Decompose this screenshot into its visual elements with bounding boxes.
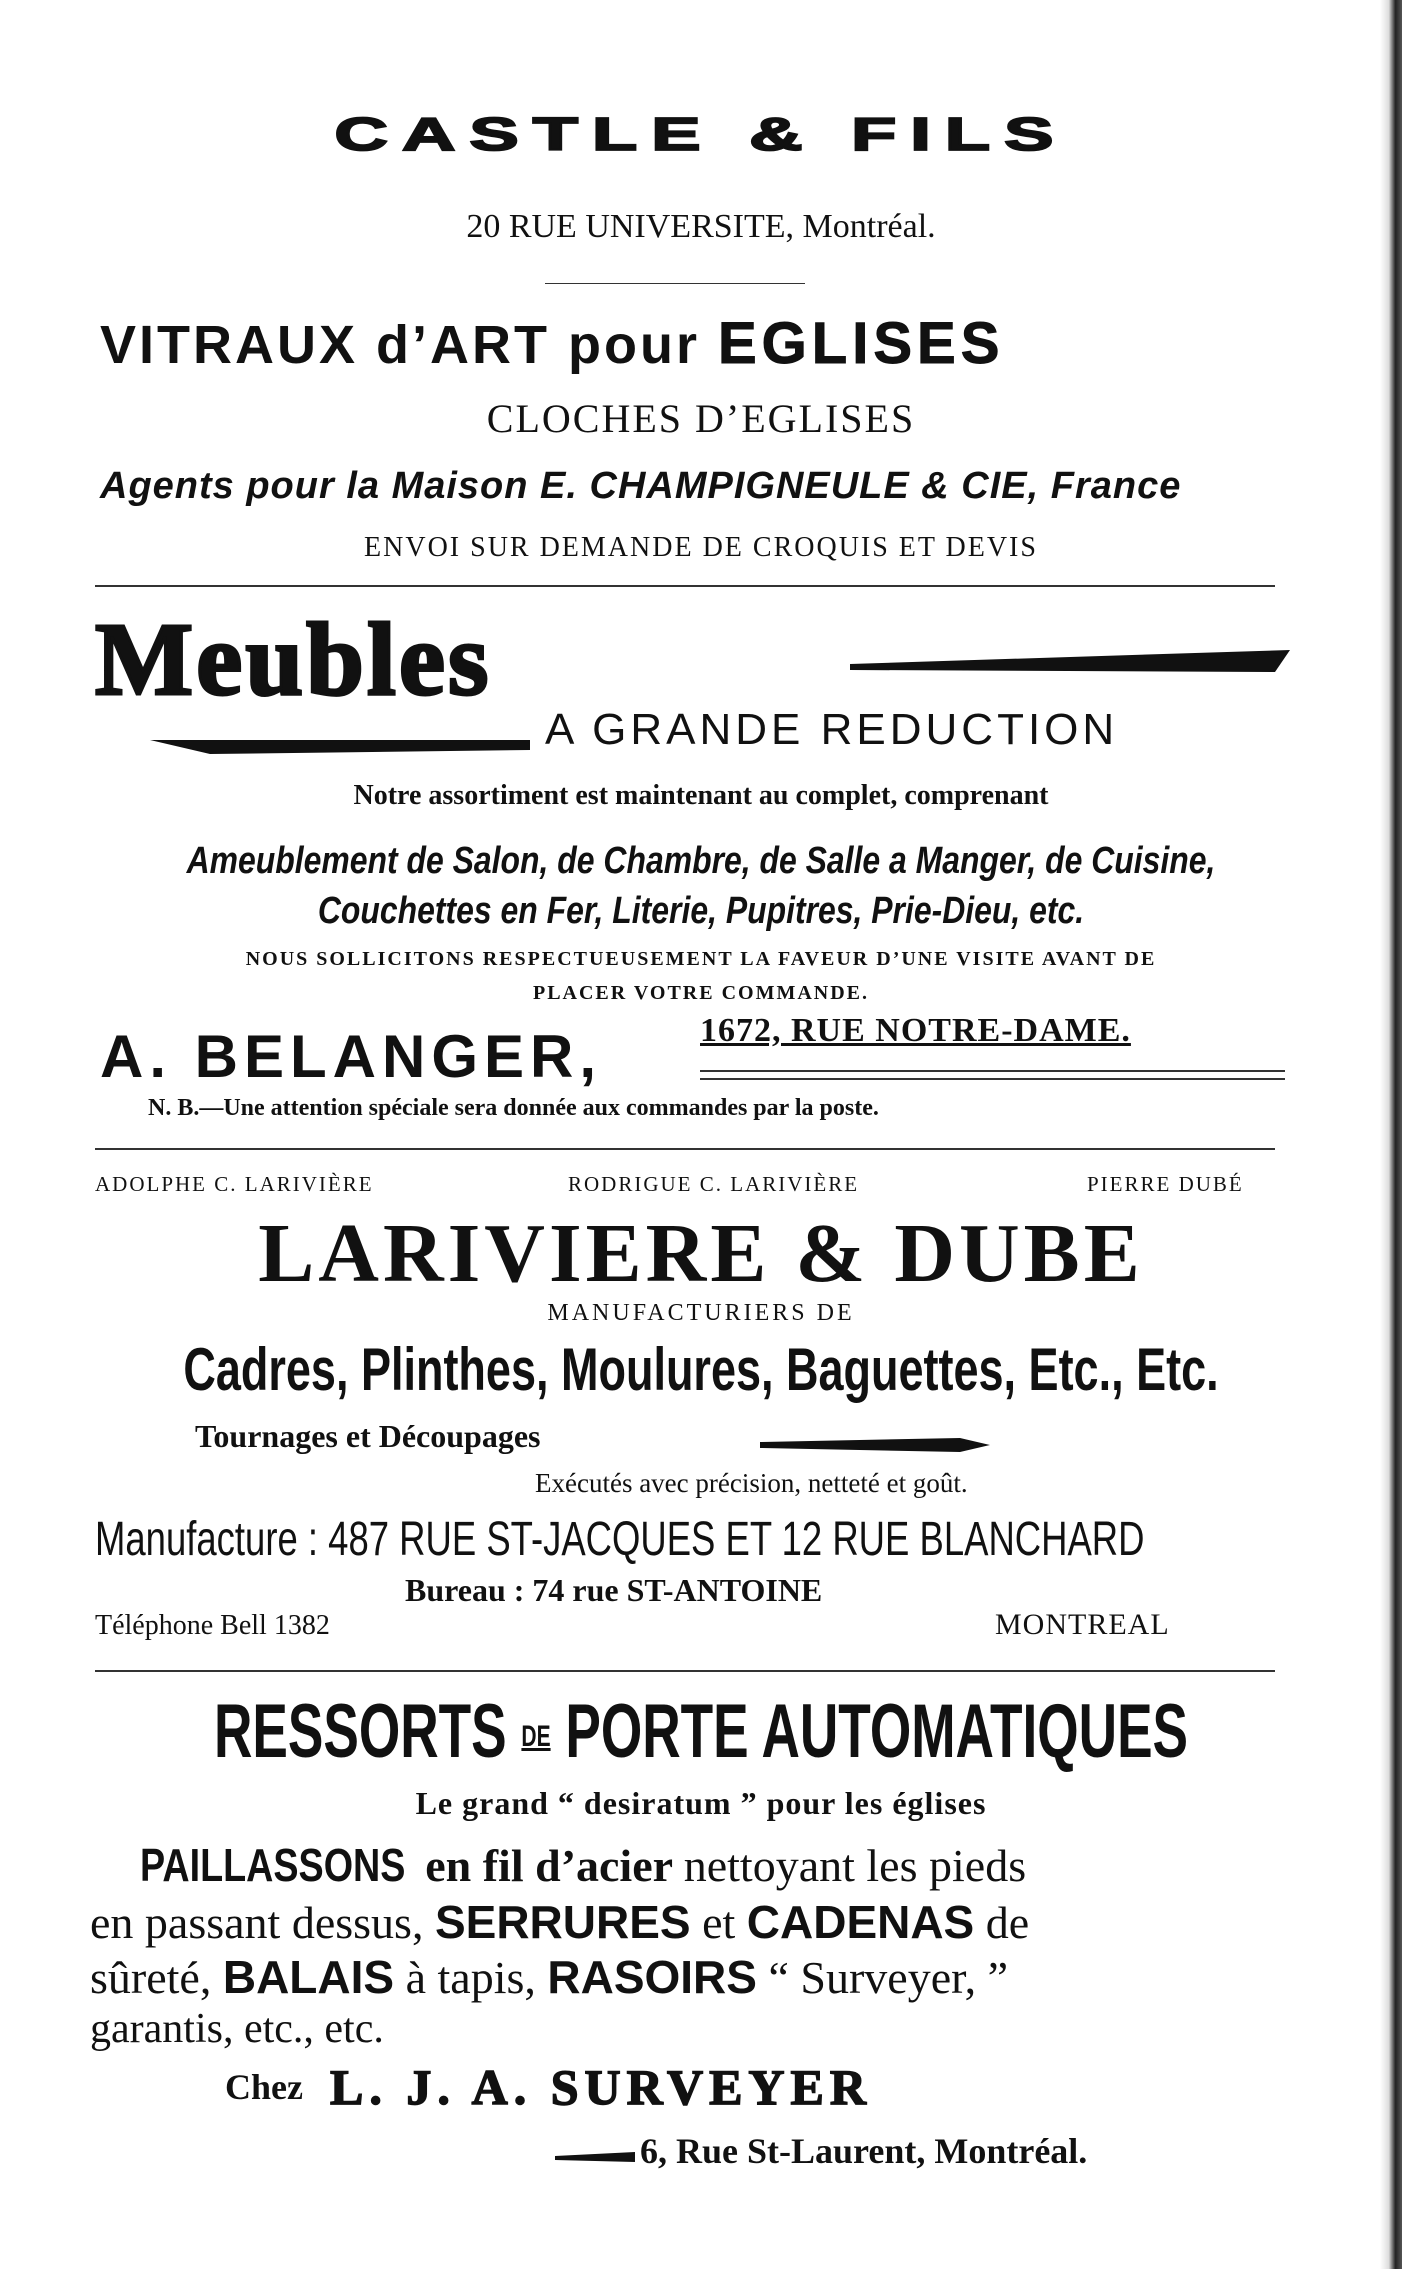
meubles-swash <box>850 650 1290 680</box>
castle-address: 20 RUE UNIVERSITE, Montréal. <box>466 208 936 245</box>
serrures-text: SERRURES <box>434 1896 691 1948</box>
belanger-note: N. B.—Une attention spéciale sera donnée aux commandes par la poste. <box>148 1095 879 1121</box>
surveyer-title-porte: PORTE AUTOMATIQUES <box>565 1689 1189 1774</box>
surveyer-body-line-2 <box>90 1895 1029 1949</box>
meubles-title: Meubles <box>95 602 492 717</box>
belanger-solicit-1: NOUS SOLLICITONS RESPECTUEUSEMENT LA FAVEUR D’UNE VISITE AVANT DE <box>245 948 1157 970</box>
lariviere-manuf: MANUFACTURIERS DE <box>547 1300 855 1326</box>
section-divider-2 <box>95 1148 1275 1150</box>
lariviere-manufacture: Manufacture : 487 RUE ST-JACQUES ET 12 RUE BLANCHARD <box>95 1513 1145 1566</box>
section-divider-1 <box>95 585 1275 587</box>
castle-title: CASTLE & FILS <box>334 108 1068 161</box>
lariviere-products: Cadres, Plinthes, Moulures, Baguettes, Etc., Etc. <box>183 1336 1219 1403</box>
tapis-text: à tapis, <box>394 1952 548 2003</box>
belanger-name: A. BELANGER, <box>100 1023 603 1090</box>
surveyer-body-line-4: garantis, etc., etc. <box>90 2006 384 2052</box>
surveyer-address-swash <box>555 2150 635 2166</box>
surveyer-tagline: Le grand “ desiratum ” pour les églises <box>415 1785 987 1821</box>
surveyer-address: 6, Rue St-Laurent, Montréal. <box>640 2131 1088 2171</box>
lariviere-title: LARIVIERE & DUBE <box>258 1207 1144 1300</box>
belanger-line-1: Ameublement de Salon, de Chambre, de Salle a Manger, de Cuisine, <box>186 840 1216 882</box>
castle-envoi: ENVOI SUR DEMANDE DE CROQUIS ET DEVIS <box>364 532 1038 563</box>
surveyer-name: L. J. A. SURVEYER <box>330 2059 872 2115</box>
surveyer-chez: Chez <box>225 2067 303 2107</box>
castle-headline <box>100 310 1004 377</box>
surveyer-title <box>210 1688 1191 1775</box>
surveyer-body-line-1 <box>140 1838 1026 1892</box>
reduction-swash <box>150 734 530 758</box>
rasoirs-text: RASOIRS <box>547 1951 757 2003</box>
belanger-intro: Notre assortiment est maintenant au complet, comprenant <box>353 780 1049 811</box>
castle-agents: Agents pour la Maison E. CHAMPIGNEULE & CIE, France <box>100 465 1182 507</box>
belanger-line-2: Couchettes en Fer, Literie, Pupitres, Prie-Dieu, etc. <box>317 890 1085 932</box>
page-edge-shadow <box>1380 0 1402 2269</box>
paillassons-text: PAILLASSONS <box>140 1839 406 1891</box>
lariviere-bureau: Bureau : 74 rue ST-ANTOINE <box>405 1572 823 1608</box>
reduction-text: A GRANDE REDUCTION <box>545 705 1119 754</box>
belanger-address-underline-2 <box>700 1078 1285 1080</box>
surete-text: sûreté, <box>90 1952 223 2003</box>
fil-acier-text: en fil d’acier <box>413 1840 684 1891</box>
section-divider-3 <box>95 1670 1275 1672</box>
lariviere-executes: Exécutés avec précision, netteté et goût. <box>535 1468 968 1498</box>
surveyer-body-line-3 <box>90 1950 1008 2004</box>
lariviere-city: MONTREAL <box>995 1608 1170 1641</box>
partner-2: RODRIGUE C. LARIVIÈRE <box>568 1172 860 1196</box>
cadenas-text: CADENAS <box>746 1896 975 1948</box>
belanger-address-underline <box>700 1070 1285 1072</box>
surveyer-quote-text: “ Surveyer, ” <box>756 1952 1009 2003</box>
lariviere-tournages: Tournages et Découpages <box>195 1418 541 1454</box>
belanger-solicit-2: PLACER VOTRE COMMANDE. <box>532 982 869 1004</box>
de-text: de <box>974 1897 1030 1948</box>
tournages-swash <box>760 1432 990 1458</box>
passant-text: en passant dessus, <box>90 1897 435 1948</box>
balais-text: BALAIS <box>222 1951 395 2003</box>
castle-headline-main: VITRAUX d’ART pour <box>100 315 700 375</box>
partner-1: ADOLPHE C. LARIVIÈRE <box>95 1172 374 1196</box>
surveyer-title-ressorts: RESSORTS <box>213 1689 507 1774</box>
nettoyant-text: nettoyant les pieds <box>683 1840 1027 1891</box>
lariviere-telephone: Téléphone Bell 1382 <box>95 1610 330 1641</box>
surveyer-title-de: DE <box>521 1719 551 1753</box>
partner-3: PIERRE DUBÉ <box>1087 1172 1244 1196</box>
castle-headline-eglises: EGLISES <box>717 311 1005 376</box>
et-text: et <box>690 1897 747 1948</box>
castle-divider-short <box>545 283 805 284</box>
belanger-address: 1672, RUE NOTRE-DAME. <box>700 1012 1131 1049</box>
castle-cloches: CLOCHES D’EGLISES <box>486 396 916 441</box>
